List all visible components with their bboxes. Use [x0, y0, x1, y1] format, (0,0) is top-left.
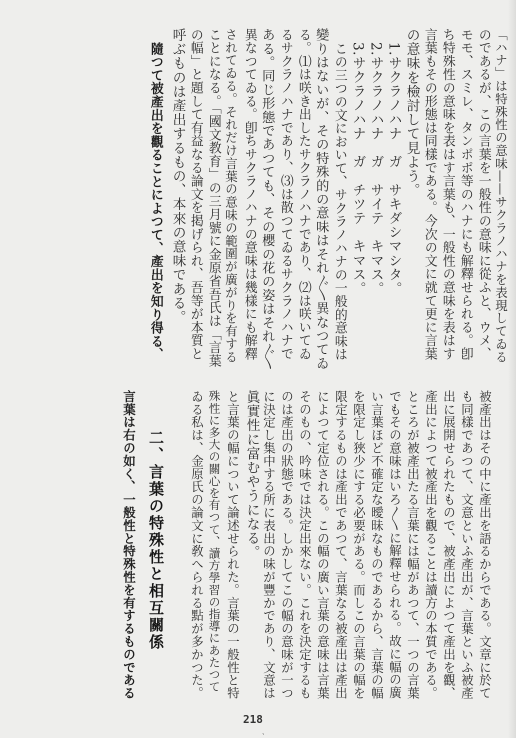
text-column: ゐる私は、金原氏の論文に敎へられる點が多かつた。: [189, 390, 205, 700]
section-heading: 二、言葉の特殊性と相互關係: [147, 430, 165, 651]
text-column: でもその意味はいろ〳〵に解釋せられる。故に幅の廣: [387, 390, 403, 700]
text-column: のは產出の狀態である。しかしてこの幅の意味が一つ: [279, 390, 295, 700]
text-column: 產出によつて被產出を觀ることは讀方の本質である。: [423, 390, 439, 700]
text-column: 殊性に多大の關心を有つて、讀方學習の指導にあたつて: [207, 390, 222, 693]
text-column: 眞實性に富むやうになる。: [243, 390, 260, 560]
text-column: も同樣であつて、文意といふ產出が、言葉といふ被產: [459, 390, 475, 700]
text-column-bold: 隨つて被產出を觀ることによつて、產出を知り得る、: [147, 42, 163, 362]
text-column: ことになる。「國文教育」の三月號に金原省吾氏は「言葉: [205, 28, 221, 368]
text-column: に決定し集中する所に表出の味が豐かであり、文意は: [261, 390, 277, 700]
text-column: る。⑴は咲き出したサクラノハナであり、⑵は咲いてゐ: [295, 28, 311, 361]
example-sentence-1: 1.サクラノハナ ガ サキダシマシタ。: [385, 42, 402, 296]
text-column: 被產出はその中に產出を語るからである。文章に於て: [477, 390, 493, 700]
page-number-mark: 、: [262, 728, 269, 736]
text-column: モモ、スミレ、タンポポ等のハナにも解釋せられる。卽: [457, 28, 473, 361]
text-column: と言葉の幅について論述せられた。言葉の一般性と特: [225, 390, 241, 700]
text-column: 言葉もその形態は同樣である。今次の文に就て更に言葉: [421, 28, 437, 361]
text-column: 呼ぶものは產出するもの、本來の意味である。: [169, 28, 186, 325]
text-column: 變りはないが、その特殊的の意味はそれ〴〵異なつてゐ: [313, 28, 329, 370]
text-column: 「ハナ」は特殊性の意味——サクラノハナを表現してゐる: [493, 28, 509, 364]
text-column: の意味を檢討して見よう。: [403, 28, 420, 198]
example-sentence-2: 2.サクラノハナ ガ サイテ キマス。: [367, 42, 384, 296]
page-edge-shadow: [508, 0, 516, 738]
text-column: そのもの、吟味では決定出來ない。これを決定するも: [297, 390, 313, 700]
text-column: ある。同じ形態であつても、その櫻の花の姿はそれ〴〵: [259, 28, 275, 370]
text-column: この三つの文において、サクラノハナの一般的意味は: [331, 42, 347, 362]
text-column: されてゐる。それだけ言葉の意味の範圍が廣がりを有する: [223, 28, 239, 364]
text-column: 出に展開せられたもので、被產出によつて產出を觀、: [441, 390, 457, 700]
text-column-bold: 言葉は右の如く、一般性と特殊性を有するものである: [121, 390, 137, 700]
text-column: 限定するものは產出であつて、言葉なる被產出は產出: [333, 390, 349, 700]
text-column: によつて定位される。この幅の廣い言葉の意味は言葉: [315, 390, 331, 700]
text-column: 異なつてゐる。卽ちサクラノハナの意味は幾樣にも解釋: [241, 28, 257, 361]
text-column: の幅」と題して有益なる論文を掲げられ、吾等が本質と: [187, 28, 203, 361]
text-column: ち特殊性の意味を表はす言葉も、一般性の意味を表はす: [439, 28, 455, 361]
text-column: ところが被產出たる言葉には幅があつて、一つの言葉: [405, 390, 421, 700]
text-column: を限定し狹少にする必要がある。而しこの言葉の幅を: [351, 390, 367, 700]
page-number: 218: [243, 713, 263, 726]
example-sentence-3: 3.サクラノハナ ガ チツテ キマス。: [349, 42, 366, 296]
text-column: るサクラノハナであり、⑶は散つてゐるサクラノハナで: [277, 28, 293, 361]
text-column: のであるが、この言葉を一般性の意味に從ふと、ウメ、: [475, 28, 491, 361]
text-column: い言葉ほど不確定な曖昧なものであるから、言葉の幅: [369, 390, 385, 700]
